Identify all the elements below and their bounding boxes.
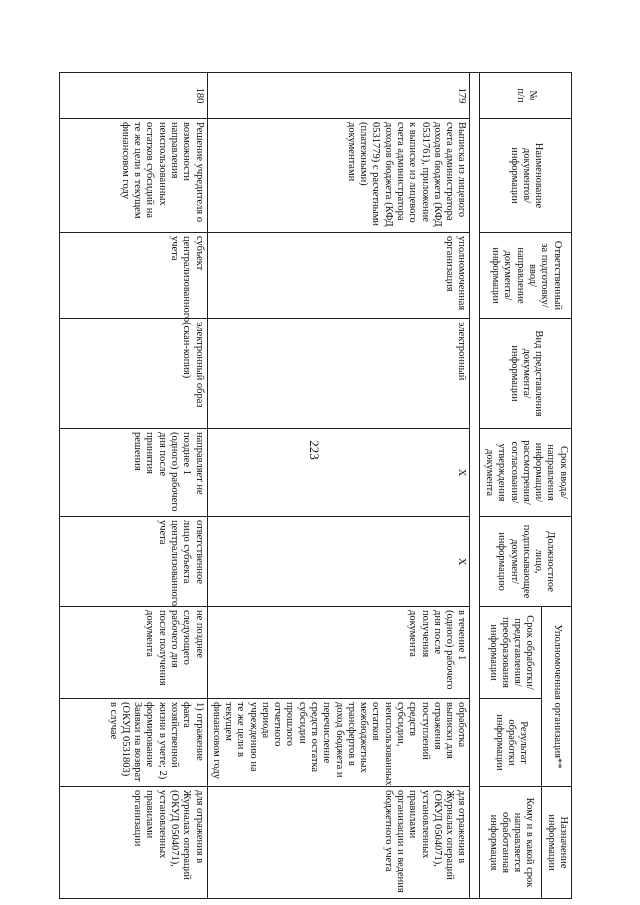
row-name: Решение учредителя о возможности направления неиспользованных остатков субсидий на те же цели в текущем финансовом году (59, 119, 207, 233)
document-table-container (66, 72, 572, 898)
header-purpose-sub: Кому и в какой срок направляется обработанная информация (480, 787, 542, 899)
row-purpose: для отражения в Журналах операций (ОКУД 0504071), установленных правилами организации (59, 787, 207, 899)
header-processing-result: Результат обработки информации (480, 699, 542, 787)
table-row (59, 73, 207, 899)
row-processing-result: 1) отражение факта хозяйственной жизни в учете; 2) формирование Заявки на возврат (ОКУД 0531803) в случае (59, 699, 207, 787)
row-form: электронный (207, 319, 470, 429)
row-name: Выписка из лицевого счета администратора доходов бюджета (КФД 0531761), приложение к выписке из лицевого счета администратора доходов бюджета (КФД 0531779) с расчетными (платежными) документами (207, 119, 470, 233)
row-signer: X (207, 517, 470, 607)
header-form: Вид представления документа/ информации (480, 319, 572, 429)
row-num: 179 (207, 73, 470, 119)
row-processing-term: не позднее следующего рабочего дня после получения документа (59, 607, 207, 699)
header-deadline: Срок ввода/ направления информации/ рассмотрения/ согласования/ утверждения документа (480, 429, 572, 517)
row-signer: ответственное лицо субъекта централизованного учета (59, 517, 207, 607)
row-form: электронный образ (скан-копия) (59, 319, 207, 429)
header-signer: Должностное лицо, подписывающее документ/ информацию (480, 517, 572, 607)
header-purpose: Назначение информации (542, 787, 572, 899)
row-deadline: X (207, 429, 470, 517)
row-responsible: уполномоченная организация (207, 233, 470, 319)
header-authorized-org: Уполномоченная организация** (542, 607, 572, 787)
row-num: 180 (59, 73, 207, 119)
row-purpose: для отражения в Журналах операций (ОКУД 0504071), установленных правилами организации и ведения бюджетного учета (207, 787, 470, 899)
table-row (207, 73, 470, 899)
row-responsible: субъект централизованного учета (59, 233, 207, 319)
header-name: Наименование документов/информации (480, 119, 572, 233)
header-responsible: Ответственный за подготовку/ ввод/ направление документа/ информации (480, 233, 572, 319)
header-gap (470, 73, 480, 899)
row-processing-result: обработка выписки для отражения поступлений средств субсидии, неиспользованных остатков межбюджетных трансфертов в доход бюджета и перечисление средств остатка субсидии прошлого отчетного периода учреждению на те же цели в текущем финансовом году (207, 699, 470, 787)
header-num: № п/п (480, 73, 572, 119)
row-deadline: направляет не позднее 1 (одного) рабочего дня после принятия решения (59, 429, 207, 517)
row-processing-term: в течение 1 (одного) рабочего дня после получения документа (207, 607, 470, 699)
header-processing-term: Срок обработки/ представления/ преобразования информации (480, 607, 542, 699)
page-number: 223 (307, 440, 322, 460)
document-table (59, 72, 572, 899)
